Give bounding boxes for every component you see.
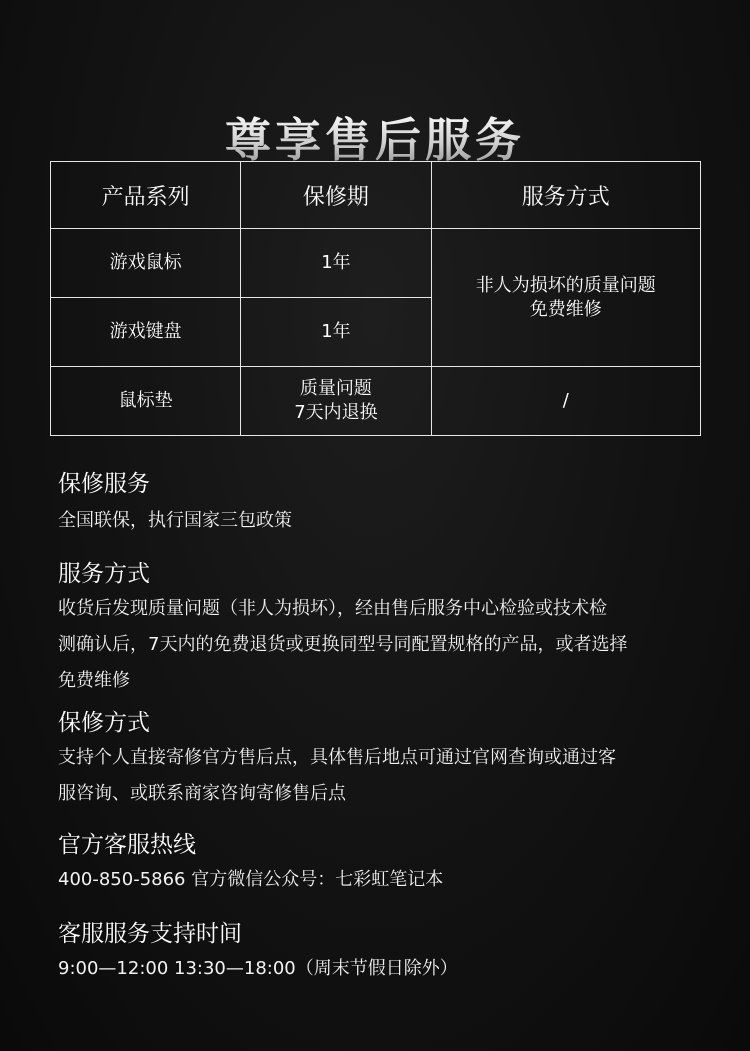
service-cell: / bbox=[431, 367, 700, 436]
section-text: 测确认后，7天内的免费退货或更换同型号同配置规格的产品，或者选择 bbox=[58, 634, 628, 655]
section-heading: 保修方式 bbox=[58, 710, 150, 736]
section-text: 服咨询、或联系商家咨询寄修售后点 bbox=[58, 783, 346, 804]
section-warranty-service bbox=[58, 468, 708, 538]
hotline-text: 400-850-5866 官方微信公众号：七彩虹笔记本 bbox=[58, 869, 444, 890]
table-header-row bbox=[51, 162, 701, 229]
service-line-1: 非人为损坏的质量问题 bbox=[475, 274, 656, 296]
product-cell: 游戏鼠标 bbox=[51, 229, 241, 298]
section-text: 支持个人直接寄修官方售后点，具体售后地点可通过官网查询或通过客 bbox=[58, 747, 616, 768]
section-hotline bbox=[58, 829, 708, 897]
product-cell: 鼠标垫 bbox=[51, 367, 241, 436]
product-cell: 游戏键盘 bbox=[51, 298, 241, 367]
period-cell: 1年 bbox=[241, 298, 431, 367]
section-text: 全国联保，执行国家三包政策 bbox=[58, 510, 292, 531]
table-row bbox=[51, 367, 701, 436]
period-cell bbox=[241, 367, 431, 436]
section-heading: 服务方式 bbox=[58, 561, 150, 587]
page-title: 尊享售后服务 bbox=[0, 109, 750, 171]
service-cell-merged bbox=[431, 229, 700, 367]
section-support-hours bbox=[58, 918, 708, 986]
support-hours-text: 9:00—12:00 13:30—18:00（周末节假日除外） bbox=[58, 958, 458, 979]
section-text: 收货后发现质量问题（非人为损坏），经由售后服务中心检验或技术检 bbox=[58, 598, 607, 619]
period-line-1: 质量问题 bbox=[299, 378, 372, 399]
period-cell: 1年 bbox=[241, 229, 431, 298]
section-heading: 官方客服热线 bbox=[58, 832, 196, 858]
section-text: 免费维修 bbox=[58, 670, 130, 691]
table-row bbox=[51, 229, 701, 298]
header-warranty-period: 保修期 bbox=[241, 162, 431, 229]
section-heading: 客服服务支持时间 bbox=[58, 921, 242, 947]
warranty-table bbox=[50, 161, 701, 436]
section-repair-method bbox=[58, 707, 708, 811]
header-product-series: 产品系列 bbox=[51, 162, 241, 229]
period-line-2: 7天内退换 bbox=[294, 402, 378, 423]
section-heading: 保修服务 bbox=[58, 471, 150, 497]
section-service-method bbox=[58, 558, 708, 698]
service-line-2: 免费维修 bbox=[529, 298, 602, 320]
header-service-method: 服务方式 bbox=[431, 162, 700, 229]
